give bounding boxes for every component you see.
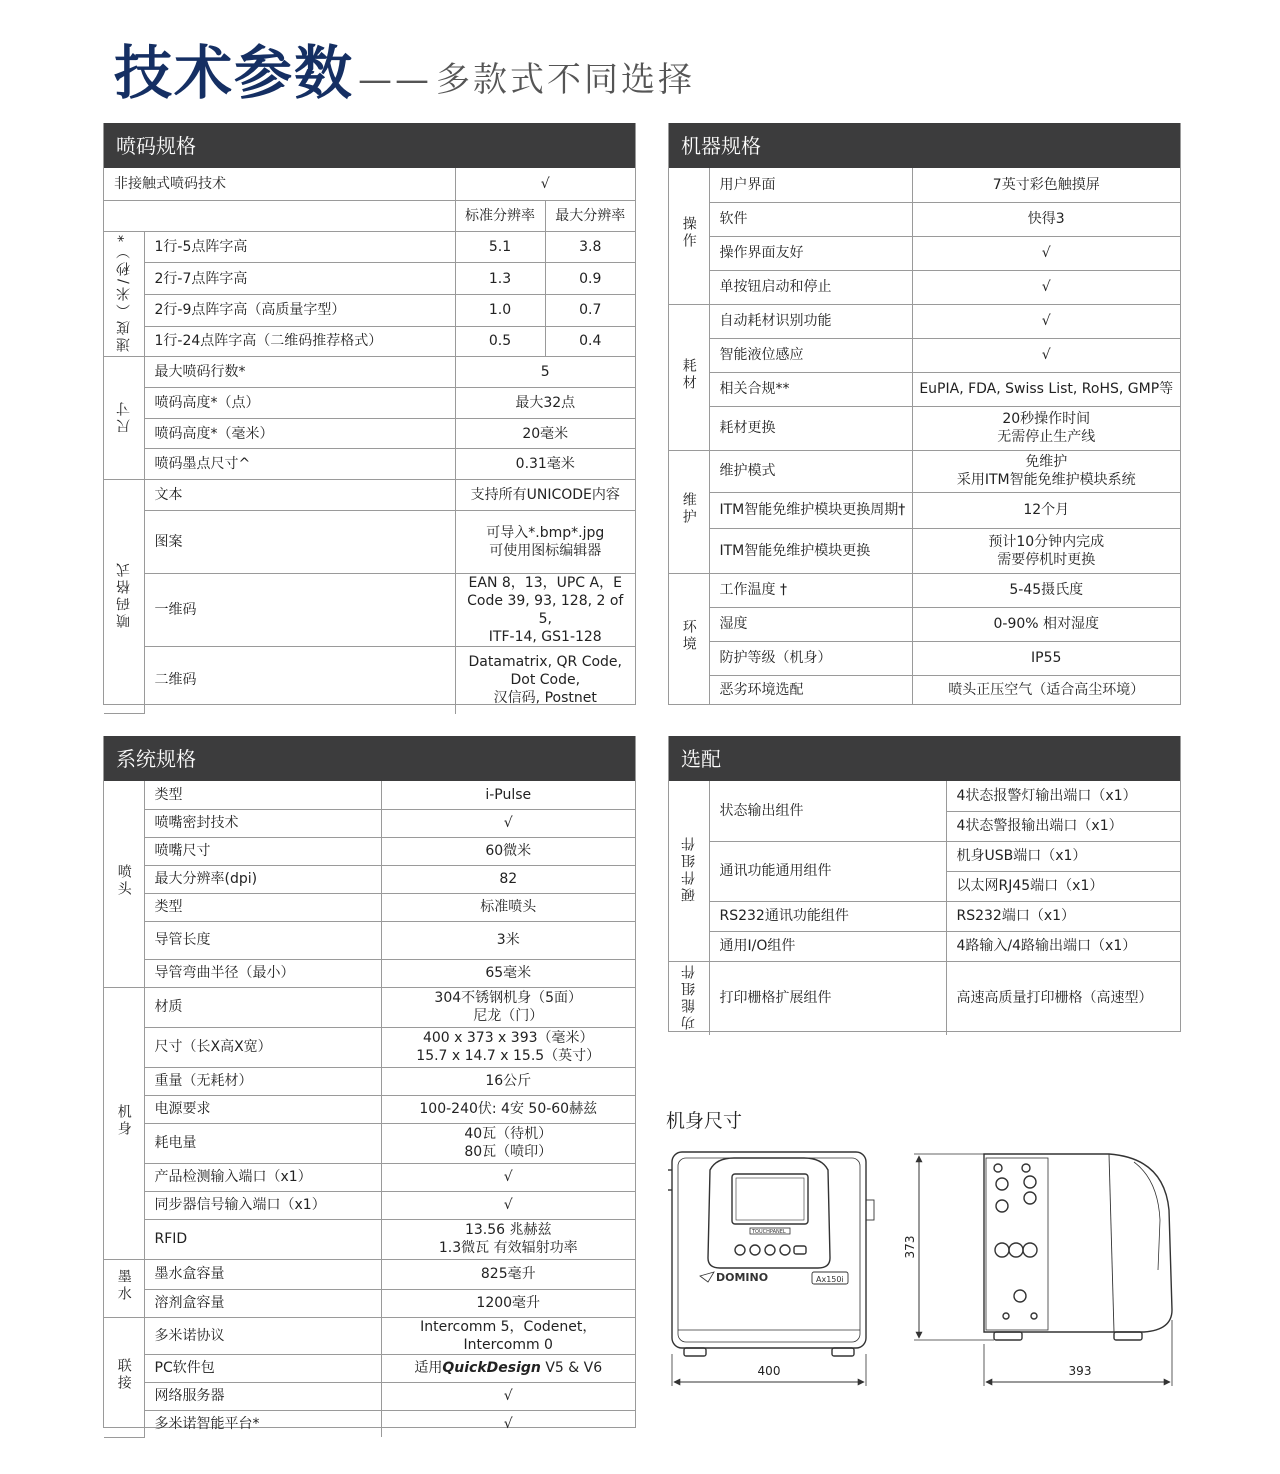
machine-row-value: 20秒操作时间 无需停止生产线 bbox=[912, 406, 1180, 450]
col-std-resolution: 标准分辨率 bbox=[455, 200, 545, 231]
machine-spec-header: 机器规格 bbox=[669, 123, 1180, 168]
dimensions-title: 机身尺寸 bbox=[666, 1110, 743, 1132]
rs232-label: RS232通讯功能组件 bbox=[709, 901, 946, 931]
comm-module-value: 机身USB端口（x1） bbox=[946, 841, 1180, 871]
system-row-label: 喷嘴密封技术 bbox=[144, 809, 381, 837]
format-row-label: 一维码 bbox=[144, 574, 455, 647]
system-row-value: 304不锈钢机身（5面） 尼龙（门） bbox=[381, 987, 635, 1027]
page-subtitle: 多款式不同选择 bbox=[436, 60, 696, 100]
quickdesign-name: QuickDesign bbox=[442, 1360, 541, 1376]
machine-group-label: 操作 bbox=[669, 168, 709, 304]
system-row-label: 墨水盒容量 bbox=[144, 1259, 381, 1289]
system-row-value: 60微米 bbox=[381, 837, 635, 865]
noncontact-label: 非接触式喷码技术 bbox=[104, 168, 455, 200]
system-row-value: 3米 bbox=[381, 921, 635, 959]
machine-row-value: 12个月 bbox=[912, 492, 1180, 528]
machine-dimension-drawing bbox=[664, 1140, 1184, 1390]
system-spec-panel bbox=[103, 736, 636, 1432]
page-title: 技术参数 bbox=[114, 39, 355, 107]
options-table bbox=[669, 781, 1180, 1035]
machine-row-label: 软件 bbox=[709, 202, 912, 236]
col-max-resolution: 最大分辨率 bbox=[545, 200, 635, 231]
comm-module-label: 通讯功能通用组件 bbox=[709, 841, 946, 901]
speed-row-std: 1.0 bbox=[455, 294, 545, 326]
speed-row-max: 0.9 bbox=[545, 263, 635, 295]
machine-row-value: 喷头正压空气（适合高尘环境） bbox=[912, 675, 1180, 704]
machine-row-label: 湿度 bbox=[709, 607, 912, 641]
system-spec-table bbox=[104, 781, 635, 1438]
system-group-label: 墨水 bbox=[104, 1259, 144, 1317]
rs232-value: RS232端口（x1） bbox=[946, 901, 1180, 931]
machine-row-label: 工作温度 † bbox=[709, 573, 912, 607]
options-group-label: 功能组件 bbox=[669, 961, 709, 1035]
system-row-value: 适用QuickDesign V5 & V6 bbox=[381, 1354, 635, 1382]
machine-row-value: √ bbox=[912, 270, 1180, 304]
system-row-label: 溶剂盒容量 bbox=[144, 1289, 381, 1317]
noncontact-value: √ bbox=[455, 168, 635, 200]
speed-row-max: 3.8 bbox=[545, 231, 635, 263]
system-row-value: i-Pulse bbox=[381, 781, 635, 809]
system-row-label: 同步器信号输入端口（x1） bbox=[144, 1191, 381, 1219]
model-badge-text: Ax150i bbox=[816, 1275, 844, 1284]
system-row-value: √ bbox=[381, 809, 635, 837]
system-row-label: PC软件包 bbox=[144, 1354, 381, 1382]
print-grid-label: 打印栅格扩展组件 bbox=[709, 961, 946, 1035]
system-row-label: 多米诺协议 bbox=[144, 1317, 381, 1354]
size-row-label: 喷码高度*（毫米） bbox=[144, 419, 455, 449]
format-row-value: 支持所有UNICODE内容 bbox=[455, 480, 635, 511]
machine-group-label: 耗材 bbox=[669, 304, 709, 450]
machine-row-value: 5-45摄氏度 bbox=[912, 573, 1180, 607]
system-row-label: 最大分辨率(dpi) bbox=[144, 865, 381, 893]
format-group-label: 喷码格式 bbox=[104, 480, 144, 714]
system-row-label: 耗电量 bbox=[144, 1123, 381, 1163]
system-row-label: 多米诺智能平台* bbox=[144, 1410, 381, 1437]
depth-dim-value: 393 bbox=[1068, 1364, 1092, 1378]
system-row-label: 网络服务器 bbox=[144, 1382, 381, 1410]
io-value: 4路输入/4路输出端口（x1） bbox=[946, 931, 1180, 961]
width-dim-value: 400 bbox=[757, 1364, 781, 1378]
machine-row-label: 智能液位感应 bbox=[709, 338, 912, 372]
format-row-value: EAN 8，13，UPC A，E Code 39, 93, 128, 2 of 5, ITF-14, GS1-128 bbox=[455, 574, 635, 647]
print-spec-header: 喷码规格 bbox=[104, 123, 635, 168]
speed-row-label: 2行-9点阵字高（高质量字型） bbox=[144, 294, 455, 326]
system-row-label: 材质 bbox=[144, 987, 381, 1027]
status-output-value: 4状态报警灯输出端口（x1） bbox=[946, 781, 1180, 811]
system-row-value: 40瓦（待机） 80瓦（喷印） bbox=[381, 1123, 635, 1163]
system-row-value: √ bbox=[381, 1163, 635, 1191]
print-grid-value: 高速高质量打印栅格（高速型） bbox=[946, 961, 1180, 1035]
machine-row-value: IP55 bbox=[912, 641, 1180, 675]
speed-row-max: 0.7 bbox=[545, 294, 635, 326]
speed-row-max: 0.4 bbox=[545, 326, 635, 357]
machine-row-label: 相关合规** bbox=[709, 372, 912, 406]
machine-row-value: EuPIA, FDA, Swiss List, RoHS, GMP等 bbox=[912, 372, 1180, 406]
system-row-label: 电源要求 bbox=[144, 1095, 381, 1123]
machine-row-value: 免维护 采用ITM智能免维护模块系统 bbox=[912, 450, 1180, 492]
system-row-label: 导管长度 bbox=[144, 921, 381, 959]
comm-module-value: 以太网RJ45端口（x1） bbox=[946, 871, 1180, 901]
status-output-value: 4状态警报输出端口（x1） bbox=[946, 811, 1180, 841]
front-view bbox=[668, 1152, 874, 1356]
machine-row-value: 7英寸彩色触摸屏 bbox=[912, 168, 1180, 202]
system-row-label: 尺寸（长X高X宽） bbox=[144, 1027, 381, 1067]
system-row-value: √ bbox=[381, 1382, 635, 1410]
machine-row-label: 耗材更换 bbox=[709, 406, 912, 450]
blank-header-cell bbox=[104, 200, 455, 231]
system-row-value: 82 bbox=[381, 865, 635, 893]
page-subtitle-dash: —— bbox=[358, 60, 433, 100]
machine-row-value: 快得3 bbox=[912, 202, 1180, 236]
system-row-label: 类型 bbox=[144, 893, 381, 921]
format-row-label: 文本 bbox=[144, 480, 455, 511]
speed-row-std: 0.5 bbox=[455, 326, 545, 357]
machine-row-value: √ bbox=[912, 236, 1180, 270]
system-row-value: √ bbox=[381, 1191, 635, 1219]
machine-row-value: 0-90% 相对湿度 bbox=[912, 607, 1180, 641]
speed-row-label: 1行-24点阵字高（二维码推荐格式） bbox=[144, 326, 455, 357]
system-row-value: 16公斤 bbox=[381, 1067, 635, 1095]
options-header: 选配 bbox=[669, 736, 1180, 781]
screen-label-text: TOUCHPANEL bbox=[752, 1229, 786, 1235]
machine-row-value: √ bbox=[912, 304, 1180, 338]
machine-group-label: 环境 bbox=[669, 573, 709, 704]
side-view bbox=[984, 1154, 1172, 1340]
speed-row-label: 1行-5点阵字高 bbox=[144, 231, 455, 263]
options-group-label: 硬件组件 bbox=[669, 781, 709, 961]
system-spec-header: 系统规格 bbox=[104, 736, 635, 781]
system-row-value: 标准喷头 bbox=[381, 893, 635, 921]
height-dim-value: 373 bbox=[903, 1235, 917, 1259]
machine-group-label: 维护 bbox=[669, 450, 709, 573]
size-row-value: 5 bbox=[455, 357, 635, 388]
system-row-value: 400 x 373 x 393（毫米） 15.7 x 14.7 x 15.5（英寸） bbox=[381, 1027, 635, 1067]
system-group-label: 喷头 bbox=[104, 781, 144, 987]
machine-row-value: 预计10分钟内完成 需要停机时更换 bbox=[912, 528, 1180, 573]
size-row-value: 0.31毫米 bbox=[455, 449, 635, 480]
speed-group-label: 速度（米/秒）* bbox=[104, 231, 144, 357]
brand-logo-text: DOMINO bbox=[716, 1271, 769, 1284]
machine-row-label: 恶劣环境选配 bbox=[709, 675, 912, 704]
system-row-label: 喷嘴尺寸 bbox=[144, 837, 381, 865]
system-row-value: 825毫升 bbox=[381, 1259, 635, 1289]
machine-row-label: 自动耗材识别功能 bbox=[709, 304, 912, 338]
machine-row-label: ITM智能免维护模块更换周期† bbox=[709, 492, 912, 528]
machine-row-label: 防护等级（机身） bbox=[709, 641, 912, 675]
machine-row-label: 用户界面 bbox=[709, 168, 912, 202]
system-row-value: √ bbox=[381, 1410, 635, 1437]
size-row-label: 喷码高度*（点） bbox=[144, 388, 455, 419]
machine-row-label: 操作界面友好 bbox=[709, 236, 912, 270]
speed-row-std: 1.3 bbox=[455, 263, 545, 295]
system-row-label: 类型 bbox=[144, 781, 381, 809]
speed-row-label: 2行-7点阵字高 bbox=[144, 263, 455, 295]
format-row-label: 二维码 bbox=[144, 647, 455, 714]
system-group-label: 机身 bbox=[104, 987, 144, 1259]
format-row-value: Datamatrix, QR Code, Dot Code, 汉信码, Postnet bbox=[455, 647, 635, 714]
size-row-label: 喷码墨点尺寸^ bbox=[144, 449, 455, 480]
page-headline bbox=[114, 28, 695, 108]
system-row-label: 重量（无耗材） bbox=[144, 1067, 381, 1095]
size-row-label: 最大喷码行数* bbox=[144, 357, 455, 388]
machine-row-label: ITM智能免维护模块更换 bbox=[709, 528, 912, 573]
print-spec-panel bbox=[103, 123, 636, 705]
status-output-label: 状态输出组件 bbox=[709, 781, 946, 841]
size-group-label: 尺寸 bbox=[104, 357, 144, 480]
system-row-value: 100-240伏: 4安 50-60赫兹 bbox=[381, 1095, 635, 1123]
print-spec-table bbox=[104, 168, 635, 714]
format-row-value: 可导入*.bmp*.jpg 可使用图标编辑器 bbox=[455, 511, 635, 574]
system-row-value: 65毫米 bbox=[381, 959, 635, 987]
system-row-value: Intercomm 5，Codenet，Intercomm 0 bbox=[381, 1317, 635, 1354]
speed-row-std: 5.1 bbox=[455, 231, 545, 263]
format-row-label: 图案 bbox=[144, 511, 455, 574]
size-row-value: 20毫米 bbox=[455, 419, 635, 449]
machine-spec-panel bbox=[668, 123, 1181, 705]
machine-row-label: 维护模式 bbox=[709, 450, 912, 492]
size-row-value: 最大32点 bbox=[455, 388, 635, 419]
system-row-value: 1200毫升 bbox=[381, 1289, 635, 1317]
system-row-value: 13.56 兆赫兹 1.3微瓦 有效辐射功率 bbox=[381, 1219, 635, 1259]
system-group-label: 联接 bbox=[104, 1317, 144, 1437]
system-row-label: 产品检测输入端口（x1） bbox=[144, 1163, 381, 1191]
options-panel bbox=[668, 736, 1181, 1032]
machine-spec-table bbox=[669, 168, 1180, 705]
system-row-label: RFID bbox=[144, 1219, 381, 1259]
io-label: 通用I/O组件 bbox=[709, 931, 946, 961]
machine-row-value: √ bbox=[912, 338, 1180, 372]
machine-row-label: 单按钮启动和停止 bbox=[709, 270, 912, 304]
system-row-label: 导管弯曲半径（最小） bbox=[144, 959, 381, 987]
